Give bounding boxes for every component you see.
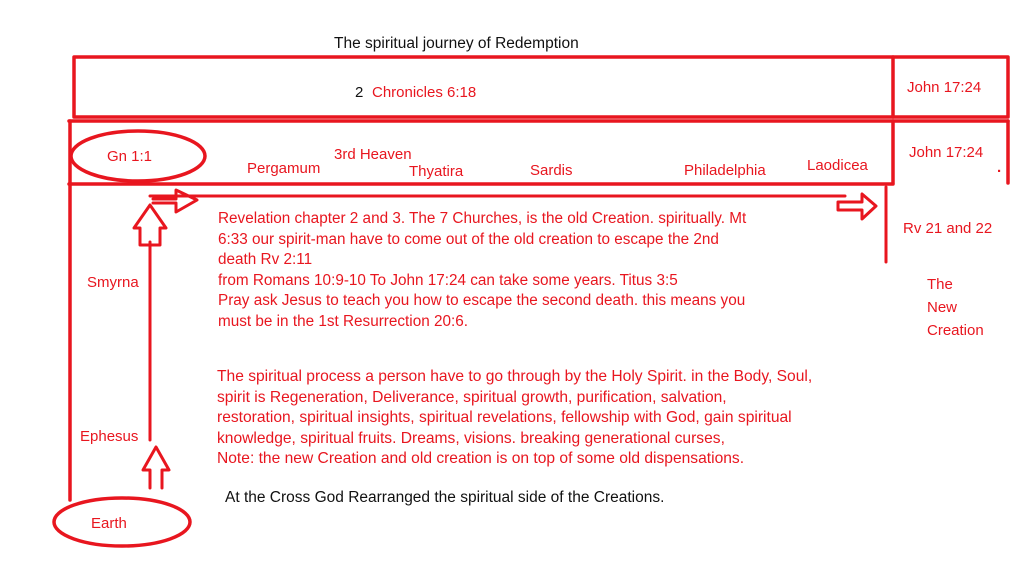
top-band-reference: Chronicles 6:18	[372, 84, 477, 101]
revelation-21-22-label: Rv 21 and 22	[903, 220, 993, 237]
new-creation-word-2: New	[927, 299, 958, 316]
process-line: restoration, spiritual insights, spiritual revelations, fellowship with God, gain spiritual	[217, 409, 792, 427]
old-creation-line: from Romans 10:9-10 To John 17:24 can take some years. Titus 3:5	[218, 271, 678, 289]
gn-1-1-label: Gn 1:1	[107, 148, 153, 165]
heaven-band-side-reference: John 17:24	[909, 144, 984, 161]
diagram-title: The spiritual journey of Redemption	[334, 35, 579, 52]
horizontal-arrowhead-left	[153, 190, 197, 212]
church-pergamum: Pergamum	[247, 160, 321, 177]
church-sardis: Sardis	[530, 162, 573, 179]
old-creation-line: Revelation chapter 2 and 3. The 7 Churches, is the old Creation. spiritually. Mt	[218, 210, 747, 227]
earth-label: Earth	[91, 515, 127, 532]
church-ephesus: Ephesus	[80, 428, 139, 445]
old-creation-line: death Rv 2:11	[218, 251, 313, 269]
old-creation-line: Pray ask Jesus to teach you how to escape the second death. this means you	[218, 292, 746, 310]
horizontal-arrowhead-right	[838, 194, 876, 219]
old-creation-line: 6:33 our spirit-man have to come out of the old creation to escape the 2nd	[218, 230, 719, 248]
process-line: knowledge, spiritual fruits. Dreams, visions. breaking generational curses,	[217, 429, 725, 447]
process-line: The spiritual process a person have to go through by the Holy Spirit. in the Body, Soul,	[217, 368, 813, 385]
new-creation-word-3: Creation	[927, 322, 984, 339]
top-band-side-reference: John 17:24	[907, 79, 982, 96]
old-creation-line: must be in the 1st Resurrection 20:6.	[218, 312, 468, 330]
spiritual-process-note	[217, 367, 812, 470]
old-creation-note	[218, 209, 746, 333]
cross-note: At the Cross God Rearranged the spiritual side of the Creations.	[225, 489, 665, 506]
top-band-number: 2	[355, 84, 364, 101]
process-line: Note: the new Creation and old creation is on top of some old dispensations.	[217, 450, 745, 468]
church-thyatira: Thyatira	[409, 163, 464, 180]
heaven-band-dot: .	[997, 159, 1002, 176]
third-heaven-label: 3rd Heaven	[334, 146, 412, 163]
top-band-frame	[74, 57, 1008, 117]
process-line: spirit is Regeneration, Deliverance, spiritual growth, purification, salvation,	[217, 388, 727, 406]
church-philadelphia: Philadelphia	[684, 162, 766, 179]
ascent-arrowhead-lower	[143, 447, 169, 488]
ascent-arrowhead-upper	[134, 205, 166, 245]
new-creation-word-1: The	[927, 276, 953, 293]
church-smyrna: Smyrna	[87, 274, 139, 291]
church-laodicea: Laodicea	[807, 157, 868, 174]
